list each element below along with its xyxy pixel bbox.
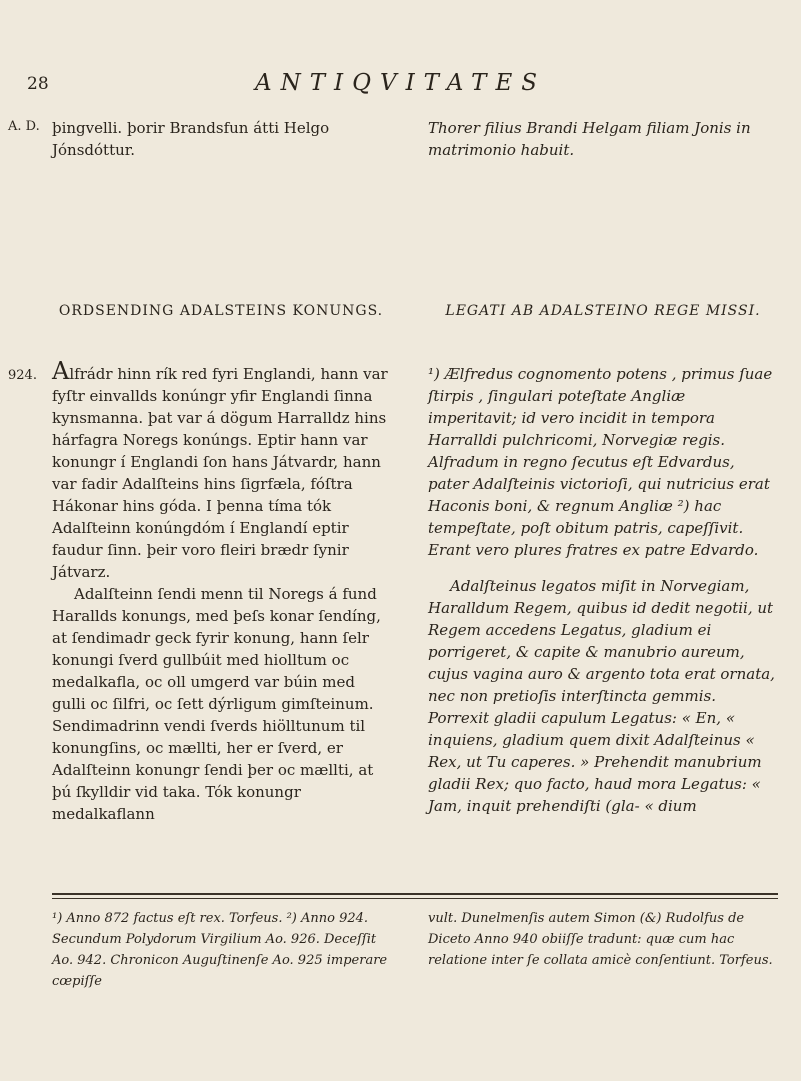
footnote-rule-thin xyxy=(52,898,778,899)
right-para-2: Adalſteinus legatos miſit in Norvegiam, Haralldum Regem, quibus id dedit negotii, ut Regem accedens Legatus, gladium ei porrigeret, & capite & manubrio aureum, cujus vagina auro & argento tota erat ornata, nec non pretioſis interſtincta gemmis. Porrexit gladii capulum Legatus: « En, « inquiens, gladium quem dixit Adalſteinus « Rex, ut Tu caperes. » Prehendit manubrium gladii Rex; quo facto, haud mora Legatus: « Jam, inquit prehendiſti (gla- « dium xyxy=(428,577,775,815)
left-intro: þingvelli. þorir Brandsfun átti Helgo Jónsdóttur. xyxy=(52,119,330,159)
right-para-1: ¹) Ælfredus cognomento potens , primus ſuae ſtirpis , ſingulari poteſtate Angliæ imperitavit; id vero incidit in tempora Harralldi pulchricomi, Norvegiæ regis. Alfradum in regno ſecutus eſt Edvardus, pater Adalſteinis victorioſi, qui nutricius erat Haconis boni, & regnum Angliæ ²) hac tempeſtate, poſt obitum patris, capeſſivit. Erant vero plures fratres ex patre Edvardo. xyxy=(428,365,773,559)
right-heading: LEGATI AB ADALSTEINO REGE MISSI. xyxy=(445,303,761,319)
right-intro: Thorer filius Brandi Helgam filiam Jonis in matrimonio habuit. xyxy=(428,119,751,159)
footnote-right: vult. Dunelmenſis autem Simon (&) Rudolfus de Diceto Anno 940 obiiſſe tradunt: quæ cum hac relatione inter ſe collata amicè conſentiunt. Torfeus. xyxy=(428,911,773,968)
left-heading: ORDSENDING ADALSTEINS KONUNGS. xyxy=(58,303,384,319)
margin-ad: A. D. xyxy=(8,119,40,134)
footnote-rule xyxy=(52,893,778,895)
footnote-left: ¹) Anno 872 factus eſt rex. Torfeus. ²) Anno 924. Secundum Polydorum Virgilium Ao. 926. Deceſſit Ao. 942. Chronicon Auguſtinenſe Ao. 925 imperare cœpiſſe xyxy=(52,911,388,989)
left-para-1: Alfrádr hinn rík red fyri Englandi, hann var fyſtr einvallds konúngr yfir Englandi ſinna kynsmanna. þat var á dögum Harralldz hins hárfagra Noregs konúngs. Eptir hann var konungr í Englandi ſon hans Játvardr, hann var fadir Adalſteins hins ſigrfæla, fóſtra Hákonar hins góda. I þenna tíma tók Adalſteinn konúngdóm í Englandí eptir faudur ſinn. þeir voro fleiri brædr ſynir Játvarz. xyxy=(52,357,388,581)
left-para-2: Adalſteinn ſendi menn til Noregs á fund Harallds konungs, med þeſs konar ſendíng, at ſendimadr geck fyrir konung, hann ſelr konungi ſverd gullbúit med hiolltum oc medalkafla, oc oll umgerd var búin med gulli oc ſilfri, oc ſett dýrligum gimſteinum. Sendimadrinn vendi ſverds hiölltunum til konungſins, oc mællti, her er ſverd, er Adalſteinn konungr ſendi þer oc mællti, at þú ſkylldir vid taka. Tók konungr medalkaflann xyxy=(52,585,381,823)
running-head: ANTIQVITATES xyxy=(254,70,547,96)
margin-year: 924. xyxy=(8,368,37,383)
left-body xyxy=(52,357,390,825)
right-body xyxy=(428,363,778,817)
page-number: 28 xyxy=(27,74,49,94)
drop-initial: A xyxy=(52,357,70,385)
